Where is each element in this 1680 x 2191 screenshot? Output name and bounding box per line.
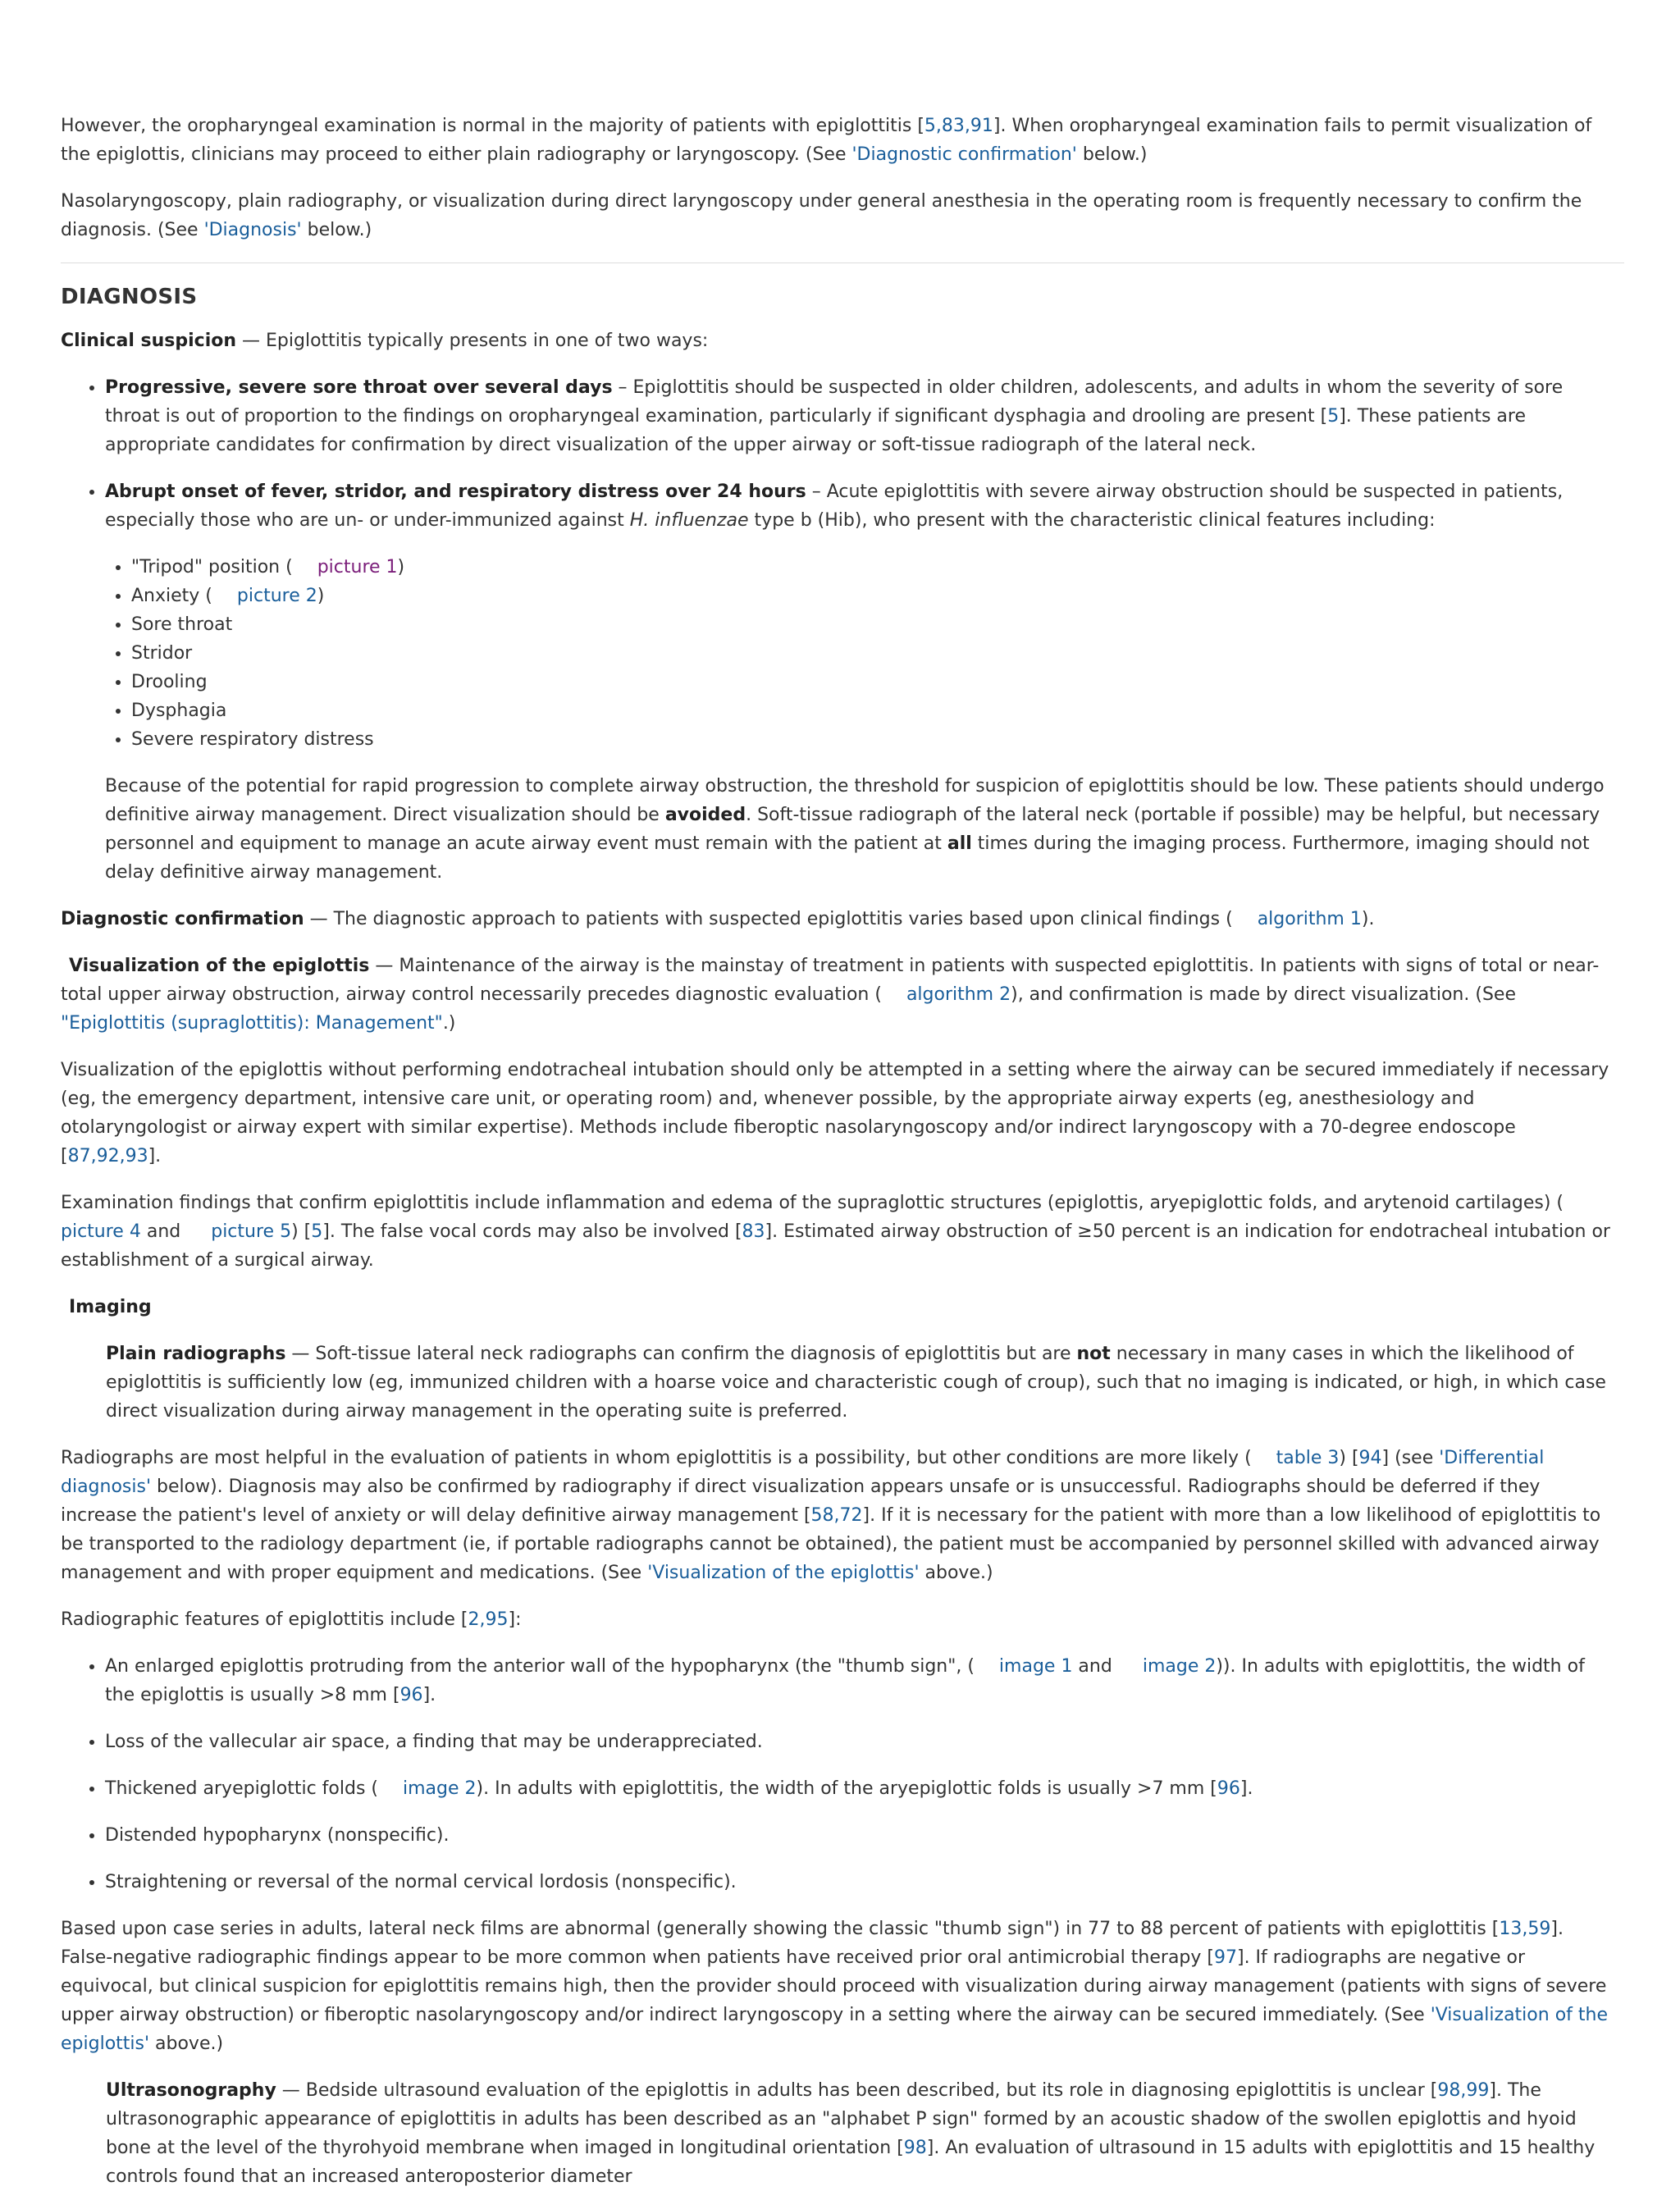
section-divider xyxy=(61,262,1624,263)
intro-paragraph-2: Nasolaryngoscopy, plain radiography, or visualization during direct laryngoscopy under general anesthesia in the operating room is frequently necessary to confirm the diagnosis. (See 'Diagnosis' below.) xyxy=(61,191,1582,240)
list-item: • Straightening or reversal of the normal cervical lordosis (nonspecific). xyxy=(105,1868,1619,1897)
ref-link[interactable]: 98,99 xyxy=(1437,2080,1490,2101)
list-item: • Thickened aryepiglottic folds ( image 2). In adults with epiglottitis, the width of the aryepiglottic folds is usually >7 mm [96]. xyxy=(105,1774,1619,1803)
diagnostic-confirmation-paragraph: Diagnostic confirmation — The diagnostic approach to patients with suspected epiglottitis varies based upon clinical findings ( algorithm 1). xyxy=(61,909,1375,929)
list-item: • Anxiety ( picture 2) xyxy=(131,582,1619,610)
ref-link[interactable]: 2,95 xyxy=(468,1609,509,1630)
image-1-link[interactable]: image 1 xyxy=(998,1656,1073,1677)
table-3-link[interactable]: table 3 xyxy=(1276,1448,1340,1468)
visualization-paragraph-2: Visualization of the epiglottis without performing endotracheal intubation should only be attempted in a setting where the airway can be secured immediately if necessary (eg, the emergency department, intensive care unit, or operating room) and, whenever possible, by the appropriate airway experts (eg, anesthesiology and otolaryngologist or airway expert with similar expertise). Methods include fiberoptic nasolaryngoscopy and/or indirect laryngoscopy with a 70-degree endoscope [87,92,93]. xyxy=(61,1060,1609,1166)
list-item: • Drooling xyxy=(131,668,1619,696)
subheading-clinical-suspicion: Clinical suspicion xyxy=(61,331,237,351)
picture-1-link[interactable]: picture 1 xyxy=(317,557,398,577)
list-item: • Distended hypopharynx (nonspecific). xyxy=(105,1821,1619,1850)
ref-link[interactable]: 97 xyxy=(1213,1947,1237,1968)
algorithm-1-link[interactable]: algorithm 1 xyxy=(1257,909,1362,929)
subheading-diagnostic-confirmation: Diagnostic confirmation xyxy=(61,909,304,929)
radiographs-helpful-paragraph: Radiographs are most helpful in the evaluation of patients in whom epiglottitis is a possibility, but other conditions are more likely ( table 3) [94] (see 'Differential diagnosis' below). Diagnosis may also be confirmed by radiography if direct visualization appears unsafe or is unsuccessful. Radiographs should be deferred if they increase the patient's level of anxiety or will delay definitive airway management [58,72]. If it is necessary for the patient with more than a low likelihood of epiglottitis to be transported to the radiology department (ie, if portable radiographs cannot be obtained), the patient must be accompanied by personnel skilled with advanced airway management and with proper equipment and medications. (See 'Visualization of the epiglottis' above.) xyxy=(61,1448,1601,1583)
list-item: • Progressive, severe sore throat over several days – Epiglottitis should be suspected in older children, adolescents, and adults in whom the severity of sore throat is out of proportion to the findings on oropharyngeal examination, particularly if significant dysphagia and drooling are present [5]. These patients are appropriate candidates for confirmation by direct visualization of the upper airway or soft-tissue radiograph of the lateral neck. xyxy=(105,373,1619,459)
subheading-plain-radiographs: Plain radiographs xyxy=(106,1344,286,1364)
ref-link[interactable]: 96 xyxy=(1217,1778,1240,1799)
case-series-paragraph: Based upon case series in adults, lateral neck films are abnormal (generally showing the classic "thumb sign") in 77 to 88 percent of patients with epiglottitis [13,59]. False-negative radiographic findings appear to be more common when patients have received prior oral antimicrobial therapy [97]. If radiographs are negative or equivocal, but clinical suspicion for epiglottitis remains high, then the provider should proceed with visualization during airway management (patients with signs of severe upper airway obstruction) or fiberoptic nasolaryngoscopy and/or indirect laryngoscopy in a setting where the airway can be secured immediately. (See 'Visualization of the epiglottis' above.) xyxy=(61,1919,1608,2054)
visualization-paragraph-3: Examination findings that confirm epiglottitis include inflammation and edema of the supraglottic structures (epiglottis, aryepiglottic folds, and arytenoid cartilages) (picture 4 and picture 5) [5]. The false vocal cords may also be involved [83]. Estimated airway obstruction of ≥50 percent is an indication for endotracheal intubation or establishment of a surgical airway. xyxy=(61,1193,1610,1271)
ref-link[interactable]: 13,59 xyxy=(1499,1919,1551,1939)
list-item: • Stridor xyxy=(131,639,1619,668)
visualization-section-link[interactable]: 'Visualization of the epiglottis' xyxy=(61,2005,1608,2054)
radiographic-features-intro: Radiographic features of epiglottitis include [2,95]: xyxy=(61,1609,522,1630)
image-2-link[interactable]: image 2 xyxy=(403,1778,477,1799)
management-topic-link[interactable]: "Epiglottitis (supraglottitis): Management" xyxy=(61,1013,443,1034)
radiographic-features-list xyxy=(61,1652,1619,1897)
algorithm-2-link[interactable]: algorithm 2 xyxy=(906,984,1011,1005)
ref-link[interactable]: 87,92,93 xyxy=(67,1146,148,1166)
list-item: • Severe respiratory distress xyxy=(131,725,1619,754)
list-item: • Abrupt onset of fever, stridor, and respiratory distress over 24 hours – Acute epiglottitis with severe airway obstruction should be suspected in patients, especially those who are un- or under-immunized against H. influenzae type b (Hib), who present with the characteristic clinical features including: xyxy=(105,477,1619,535)
ref-link[interactable]: 94 xyxy=(1358,1448,1382,1468)
clinical-suspicion-paragraph: Clinical suspicion — Epiglottitis typically presents in one of two ways: xyxy=(61,331,709,351)
visualization-paragraph-1: Visualization of the epiglottis — Maintenance of the airway is the mainstay of treatment in patients with suspected epiglottitis. In patients with signs of total or near-total upper airway obstruction, airway control necessarily precedes diagnostic evaluation ( algorithm 2), and confirmation is made by direct visualization. (See "Epiglottitis (supraglottitis): Management".) xyxy=(61,956,1600,1034)
section-heading-diagnosis: DIAGNOSIS xyxy=(61,285,198,309)
rapid-progression-paragraph: Because of the potential for rapid progression to complete airway obstruction, the threshold for suspicion of epiglottitis should be low. These patients should undergo definitive airway management. Direct visualization should be avoided. Soft-tissue radiograph of the lateral neck (portable if possible) may be helpful, but necessary personnel and equipment to manage an acute airway event must remain with the patient at all times during the imaging process. Furthermore, imaging should not delay definitive airway management. xyxy=(105,776,1605,883)
ref-link[interactable]: 96 xyxy=(399,1685,423,1705)
presentation-list xyxy=(61,373,1619,535)
ref-link[interactable]: 5,83,91 xyxy=(924,116,993,136)
diagnosis-link[interactable]: 'Diagnosis' xyxy=(203,220,302,240)
diagnostic-confirmation-link[interactable]: 'Diagnostic confirmation' xyxy=(851,144,1077,165)
plain-radiographs-paragraph: Plain radiographs — Soft-tissue lateral neck radiographs can confirm the diagnosis of epiglottitis but are not necessary in many cases in which the likelihood of epiglottitis is sufficiently low (eg, immunized children with a hoarse voice and characteristic cough of croup), such that no imaging is indicated, or high, in which case direct visualization during airway management in the operating suite is preferred. xyxy=(106,1344,1606,1422)
list-item: • Loss of the vallecular air space, a finding that may be underappreciated. xyxy=(105,1728,1619,1756)
picture-5-link[interactable]: picture 5 xyxy=(211,1221,292,1242)
ref-link[interactable]: 5 xyxy=(311,1221,323,1242)
picture-2-link[interactable]: picture 2 xyxy=(236,586,317,606)
ref-link[interactable]: 83 xyxy=(742,1221,765,1242)
differential-diagnosis-link[interactable]: 'Differential diagnosis' xyxy=(61,1448,1545,1497)
list-item: • An enlarged epiglottis protruding from the anterior wall of the hypopharynx (the "thumb sign", ( image 1 and image 2)). In adults with epiglottitis, the width of the epiglottis is usually >8 mm [96]. xyxy=(105,1652,1619,1709)
visualization-section-link[interactable]: 'Visualization of the epiglottis' xyxy=(647,1563,920,1583)
intro-paragraph-1: However, the oropharyngeal examination is normal in the majority of patients with epiglottitis [5,83,91]. When oropharyngeal examination fails to permit visualization of the epiglottis, clinicians may proceed to either plain radiography or laryngoscopy. (See 'Diagnostic confirmation' below.) xyxy=(61,116,1592,165)
ref-link[interactable]: 5 xyxy=(1327,406,1340,427)
ref-link[interactable]: 58,72 xyxy=(810,1505,863,1526)
ref-link[interactable]: 98 xyxy=(903,2138,927,2158)
imaging-heading: Imaging xyxy=(69,1297,152,1317)
picture-4-link[interactable]: picture 4 xyxy=(61,1221,141,1242)
article-body xyxy=(61,0,1619,2191)
image-2-link[interactable]: image 2 xyxy=(1142,1656,1217,1677)
clinical-features-list xyxy=(61,553,1619,754)
list-item: • "Tripod" position ( picture 1) xyxy=(131,553,1619,582)
subheading-ultrasonography: Ultrasonography xyxy=(106,2080,276,2101)
list-item: • Dysphagia xyxy=(131,696,1619,725)
list-item: • Sore throat xyxy=(131,610,1619,639)
subheading-visualization: Visualization of the epiglottis xyxy=(69,956,370,976)
ultrasonography-paragraph: Ultrasonography — Bedside ultrasound evaluation of the epiglottis in adults has been described, but its role in diagnosing epiglottitis is unclear [98,99]. The ultrasonographic appearance of epiglottitis in adults has been described as an "alphabet P sign" formed by an acoustic shadow of the swollen epiglottis and hyoid bone at the level of the thyrohyoid membrane when imaged in longitudinal orientation [98]. An evaluation of ultrasound in 15 adults with epiglottitis and 15 healthy controls found that an increased anteroposterior diameter xyxy=(106,2080,1596,2187)
